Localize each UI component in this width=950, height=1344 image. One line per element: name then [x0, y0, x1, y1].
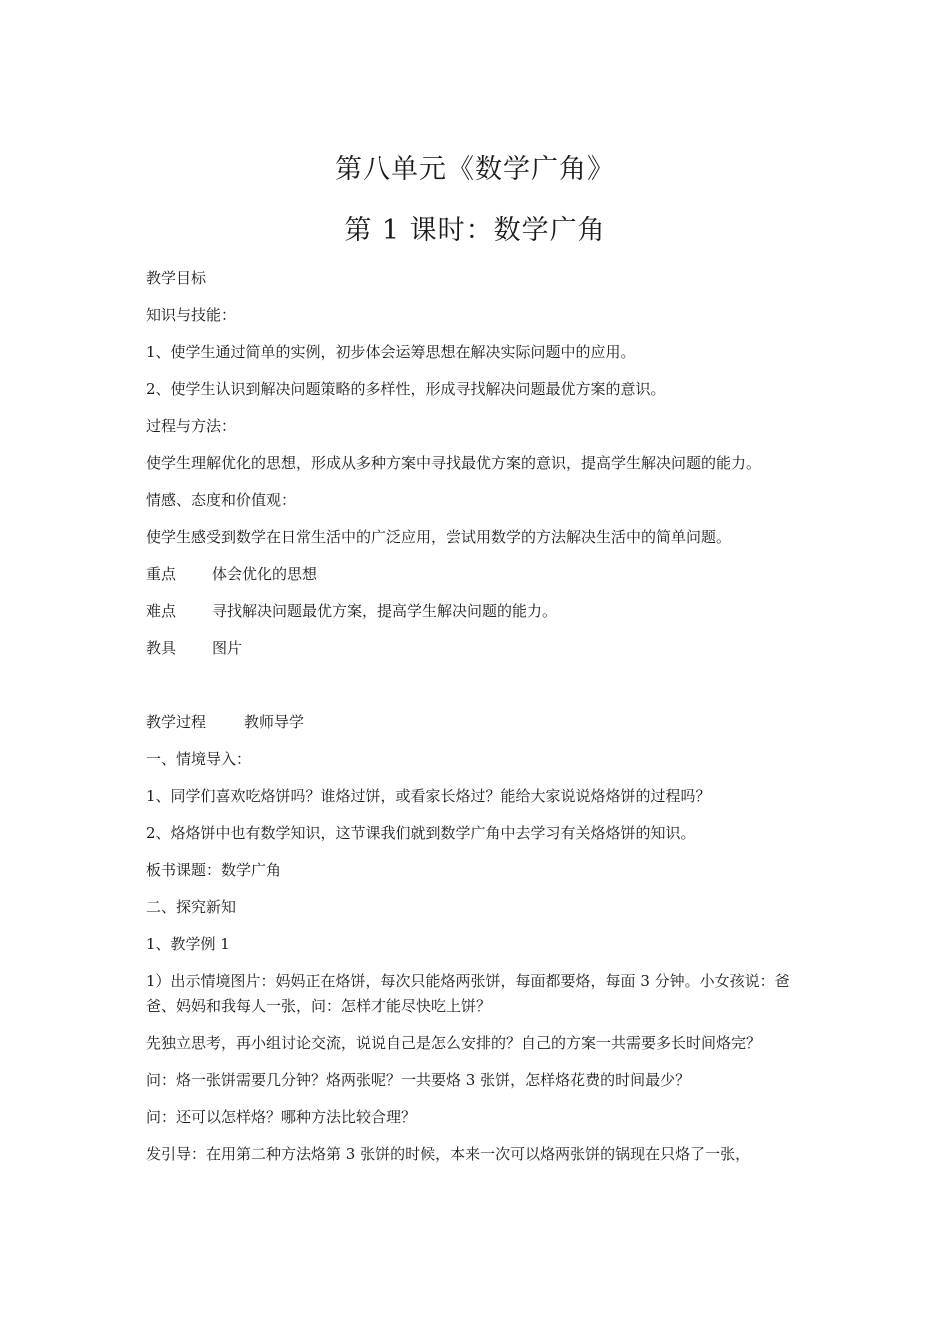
process-label: 教学过程	[146, 713, 207, 731]
paragraph: 发引导：在用第二种方法烙第 3 张饼的时候，本来一次可以烙两张饼的锅现在只烙了一张，	[146, 1145, 751, 1163]
paragraph: 2、烙烙饼中也有数学知识，这节课我们就到数学广角中去学习有关烙烙饼的知识。	[146, 824, 696, 842]
paragraph: 二、探究新知	[146, 898, 237, 916]
teaching-aid-value: 图片	[212, 639, 243, 657]
paragraph: 情感、态度和价值观：	[146, 491, 297, 509]
difficulty-value: 寻找解决问题最优方案，提高学生解决问题的能力。	[212, 602, 558, 620]
document-body	[146, 266, 806, 1179]
paragraph: 使学生理解优化的思想，形成从多种方案中寻找最优方案的意识，提高学生解决问题的能力。	[146, 454, 762, 472]
paragraph: 2、使学生认识到解决问题策略的多样性，形成寻找解决问题最优方案的意识。	[146, 380, 666, 398]
unit-title: 第八单元《数学广角》	[335, 154, 615, 185]
paragraph: 1、教学例 1	[146, 935, 230, 953]
process-row	[146, 710, 806, 735]
paragraph: 1、使学生通过简单的实例，初步体会运筹思想在解决实际问题中的应用。	[146, 343, 636, 361]
difficulty-row	[146, 599, 806, 624]
key-point-label: 重点	[146, 565, 177, 583]
paragraph: 教学目标	[146, 269, 207, 287]
teaching-aid-label: 教具	[146, 639, 177, 657]
blank-line	[146, 673, 806, 698]
paragraph: 问：烙一张饼需要几分钟？烙两张呢？一共要烙 3 张饼，怎样烙花费的时间最少？	[146, 1071, 691, 1089]
paragraph: 一、情境导入：	[146, 750, 252, 768]
paragraph: 知识与技能：	[146, 306, 237, 324]
process-value: 教师导学	[244, 713, 305, 731]
paragraph: 使学生感受到数学在日常生活中的广泛应用，尝试用数学的方法解决生活中的简单问题。	[146, 528, 732, 546]
key-point-row	[146, 562, 806, 587]
key-point-value: 体会优化的思想	[212, 565, 318, 583]
paragraph: 板书课题：数学广角	[146, 861, 282, 879]
lesson-title: 第 1 课时：数学广角	[344, 215, 606, 246]
paragraph: 1、同学们喜欢吃烙饼吗？谁烙过饼，或看家长烙过？能给大家说说烙烙饼的过程吗？	[146, 787, 711, 805]
paragraph: 1）出示情境图片：妈妈正在烙饼，每次只能烙两张饼，每面都要烙，每面 3 分钟。小女孩说：爸爸、妈妈和我每人一张，问：怎样才能尽快吃上饼？	[146, 972, 790, 1015]
paragraph: 先独立思考，再小组讨论交流，说说自己是怎么安排的？自己的方案一共需要多长时间烙完？	[146, 1034, 762, 1052]
teaching-aid-row	[146, 636, 806, 661]
paragraph: 过程与方法：	[146, 417, 237, 435]
difficulty-label: 难点	[146, 602, 177, 620]
paragraph: 问：还可以怎样烙？哪种方法比较合理？	[146, 1108, 417, 1126]
